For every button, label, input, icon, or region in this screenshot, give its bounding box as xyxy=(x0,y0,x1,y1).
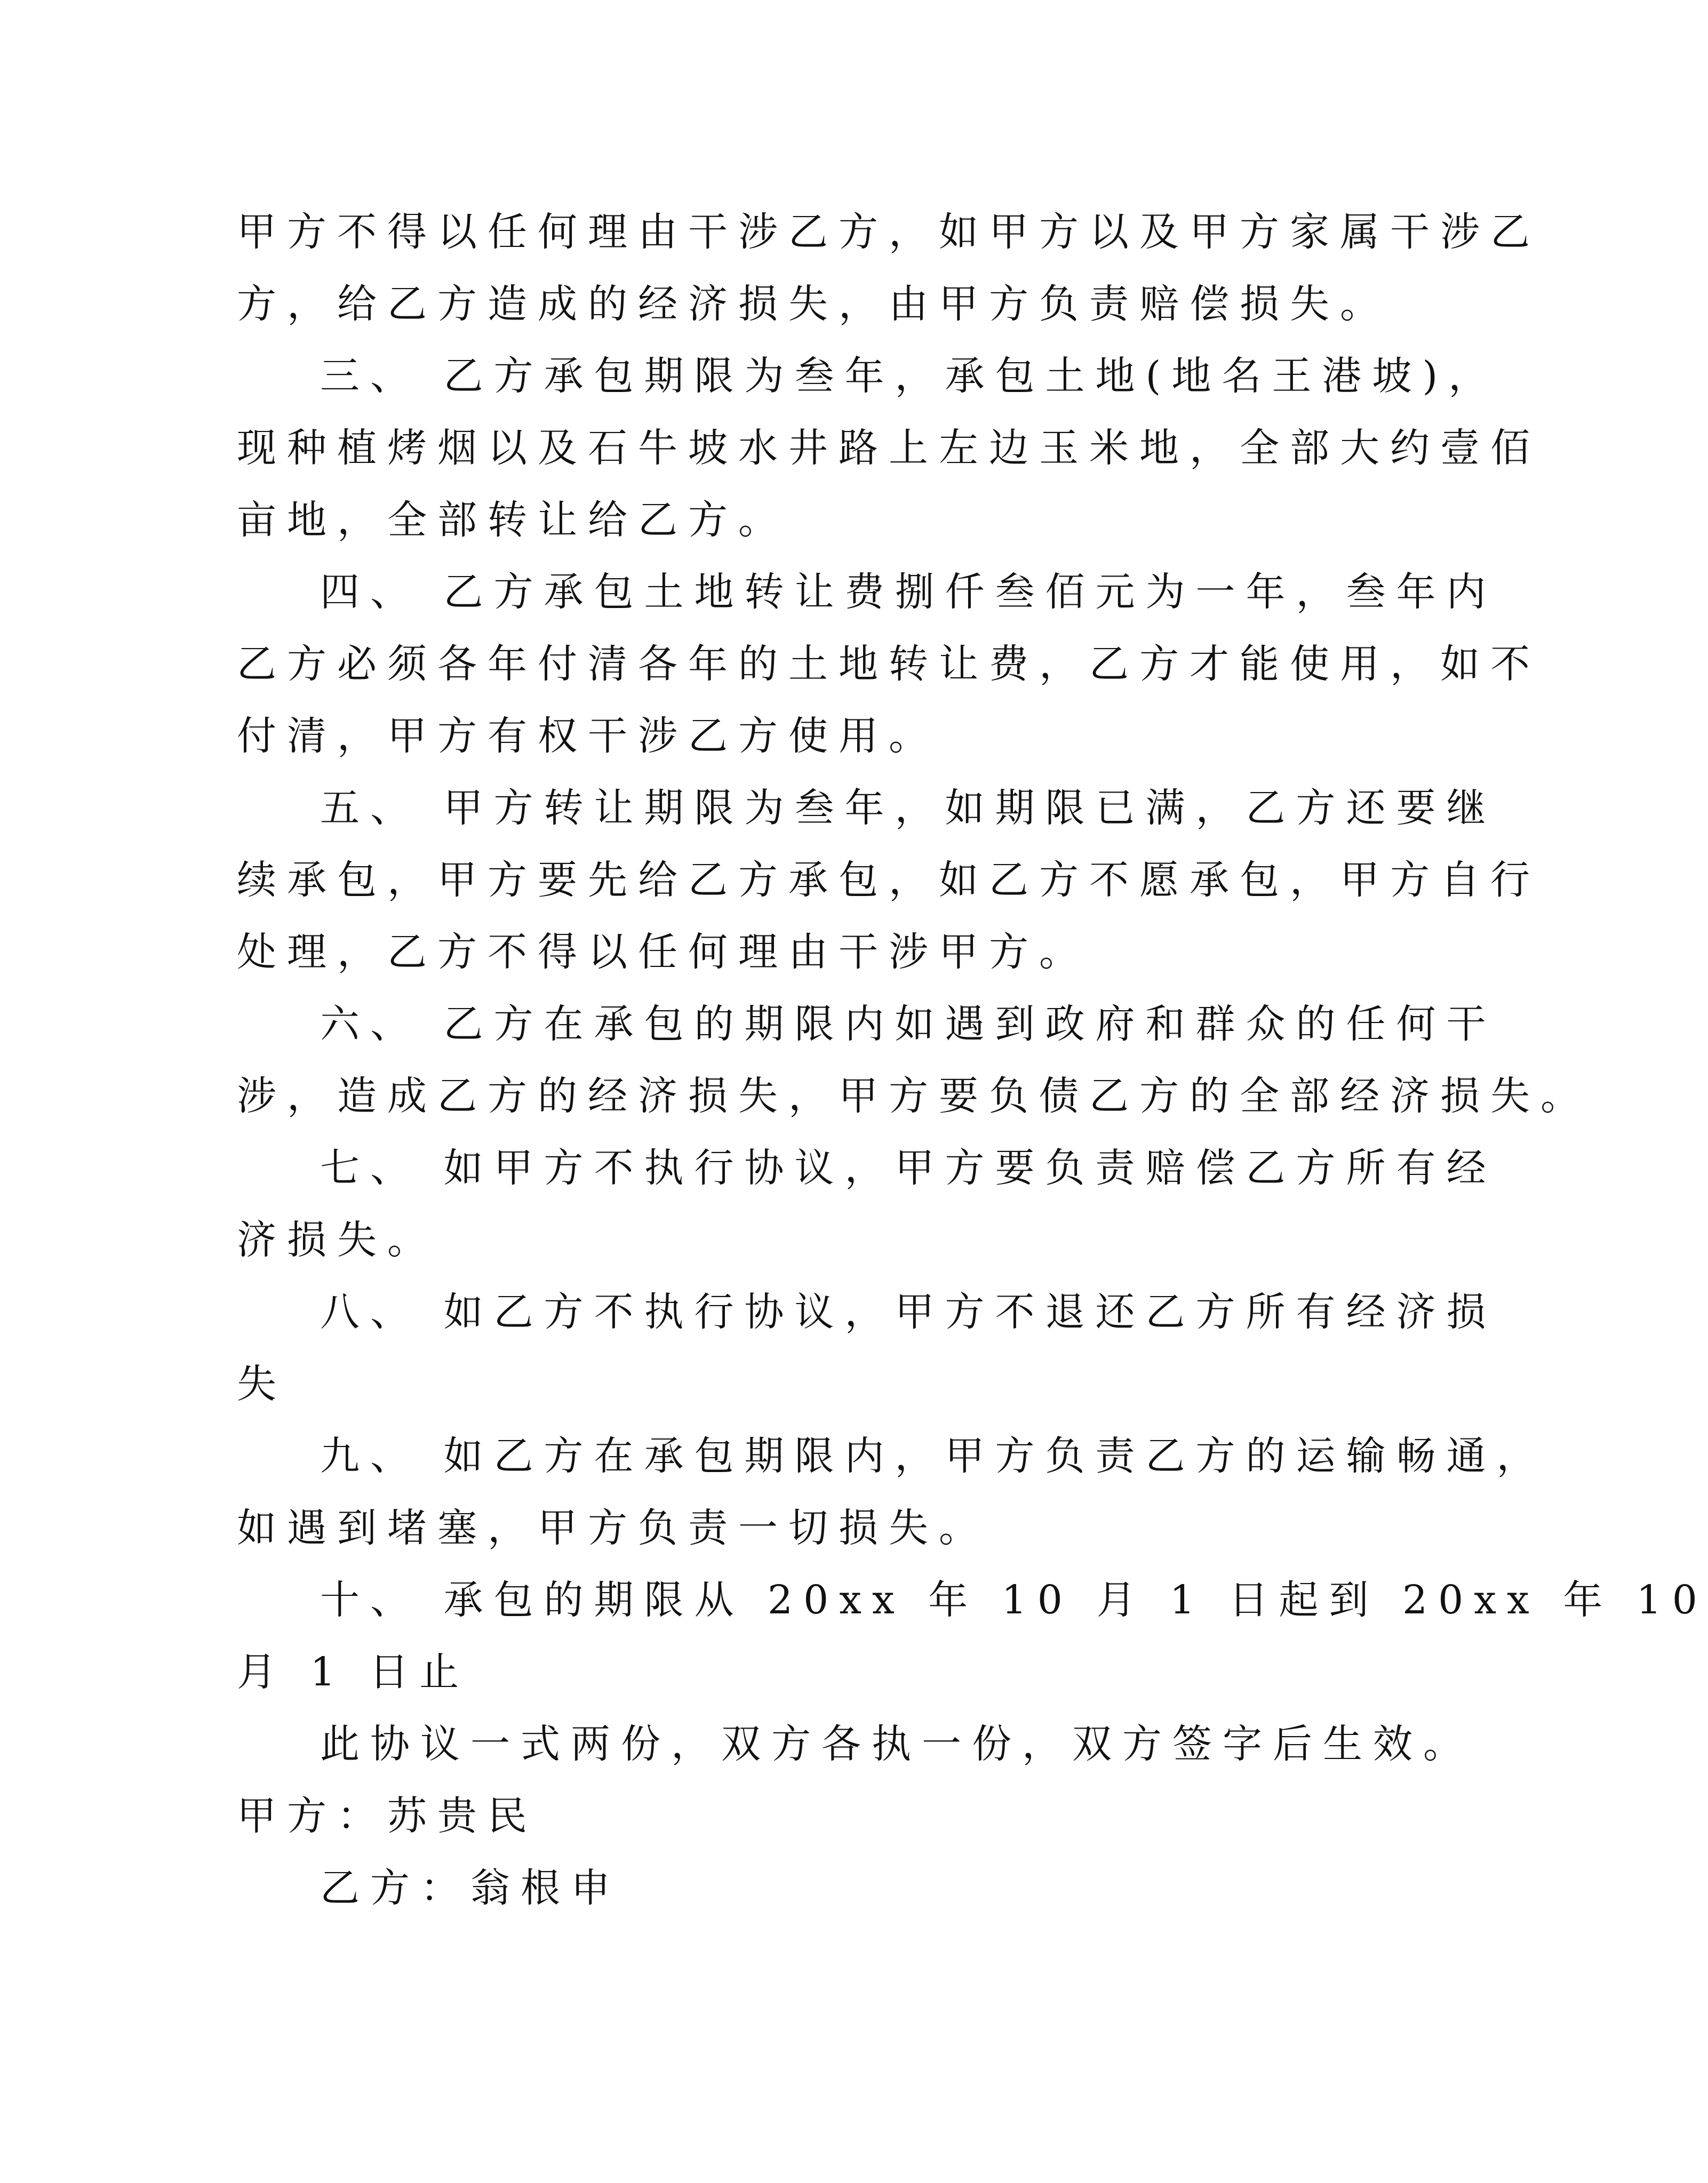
text-line: 续承包，甲方要先给乙方承包，如乙方不愿承包，甲方自行 xyxy=(237,857,1541,903)
clause-10-line: 十、 承包的期限从 20xx 年 10 月 1 日起到 20xx 年 10 xyxy=(320,1577,1708,1623)
text-line: 亩地，全部转让给乙方。 xyxy=(237,497,788,543)
agreement-statement: 此协议一式两份，双方各执一份，双方签字后生效。 xyxy=(320,1721,1473,1767)
clause-5-line: 五、 甲方转让期限为叁年，如期限已满，乙方还要继 xyxy=(320,785,1497,831)
clause-9-line: 九、 如乙方在承包期限内，甲方负责乙方的运输畅通， xyxy=(320,1433,1547,1479)
clause-4-line: 四、 乙方承包土地转让费捌仟叁佰元为一年，叁年内 xyxy=(320,569,1497,615)
text-line: 济损失。 xyxy=(237,1217,437,1263)
party-a-signature: 甲方：苏贵民 xyxy=(237,1793,538,1839)
text-line: 甲方不得以任何理由干涉乙方，如甲方以及甲方家属干涉乙 xyxy=(237,209,1541,255)
text-line: 现种植烤烟以及石牛坡水井路上左边玉米地，全部大约壹佰 xyxy=(237,425,1541,471)
text-line: 乙方必须各年付清各年的土地转让费，乙方才能使用，如不 xyxy=(237,641,1541,687)
text-line: 方，给乙方造成的经济损失，由甲方负责赔偿损失。 xyxy=(237,281,1390,327)
party-b-signature: 乙方：翁根申 xyxy=(320,1865,621,1911)
text-line: 如遇到堵塞，甲方负责一切损失。 xyxy=(237,1505,989,1551)
clause-6-line: 六、 乙方在承包的期限内如遇到政府和群众的任何干 xyxy=(320,1001,1497,1047)
clause-7-line: 七、 如甲方不执行协议，甲方要负责赔偿乙方所有经 xyxy=(320,1145,1497,1191)
text-line: 处理，乙方不得以任何理由干涉甲方。 xyxy=(237,929,1089,975)
text-line: 付清，甲方有权干涉乙方使用。 xyxy=(237,713,939,759)
text-line: 失 xyxy=(237,1361,287,1407)
clause-3-line: 三、 乙方承包期限为叁年，承包土地(地名王港坡)， xyxy=(320,353,1499,399)
text-line: 月 1 日止 xyxy=(237,1649,470,1695)
text-line: 涉，造成乙方的经济损失，甲方要负债乙方的全部经济损失。 xyxy=(237,1073,1591,1119)
clause-8-line: 八、 如乙方不执行协议，甲方不退还乙方所有经济损 xyxy=(320,1289,1497,1335)
